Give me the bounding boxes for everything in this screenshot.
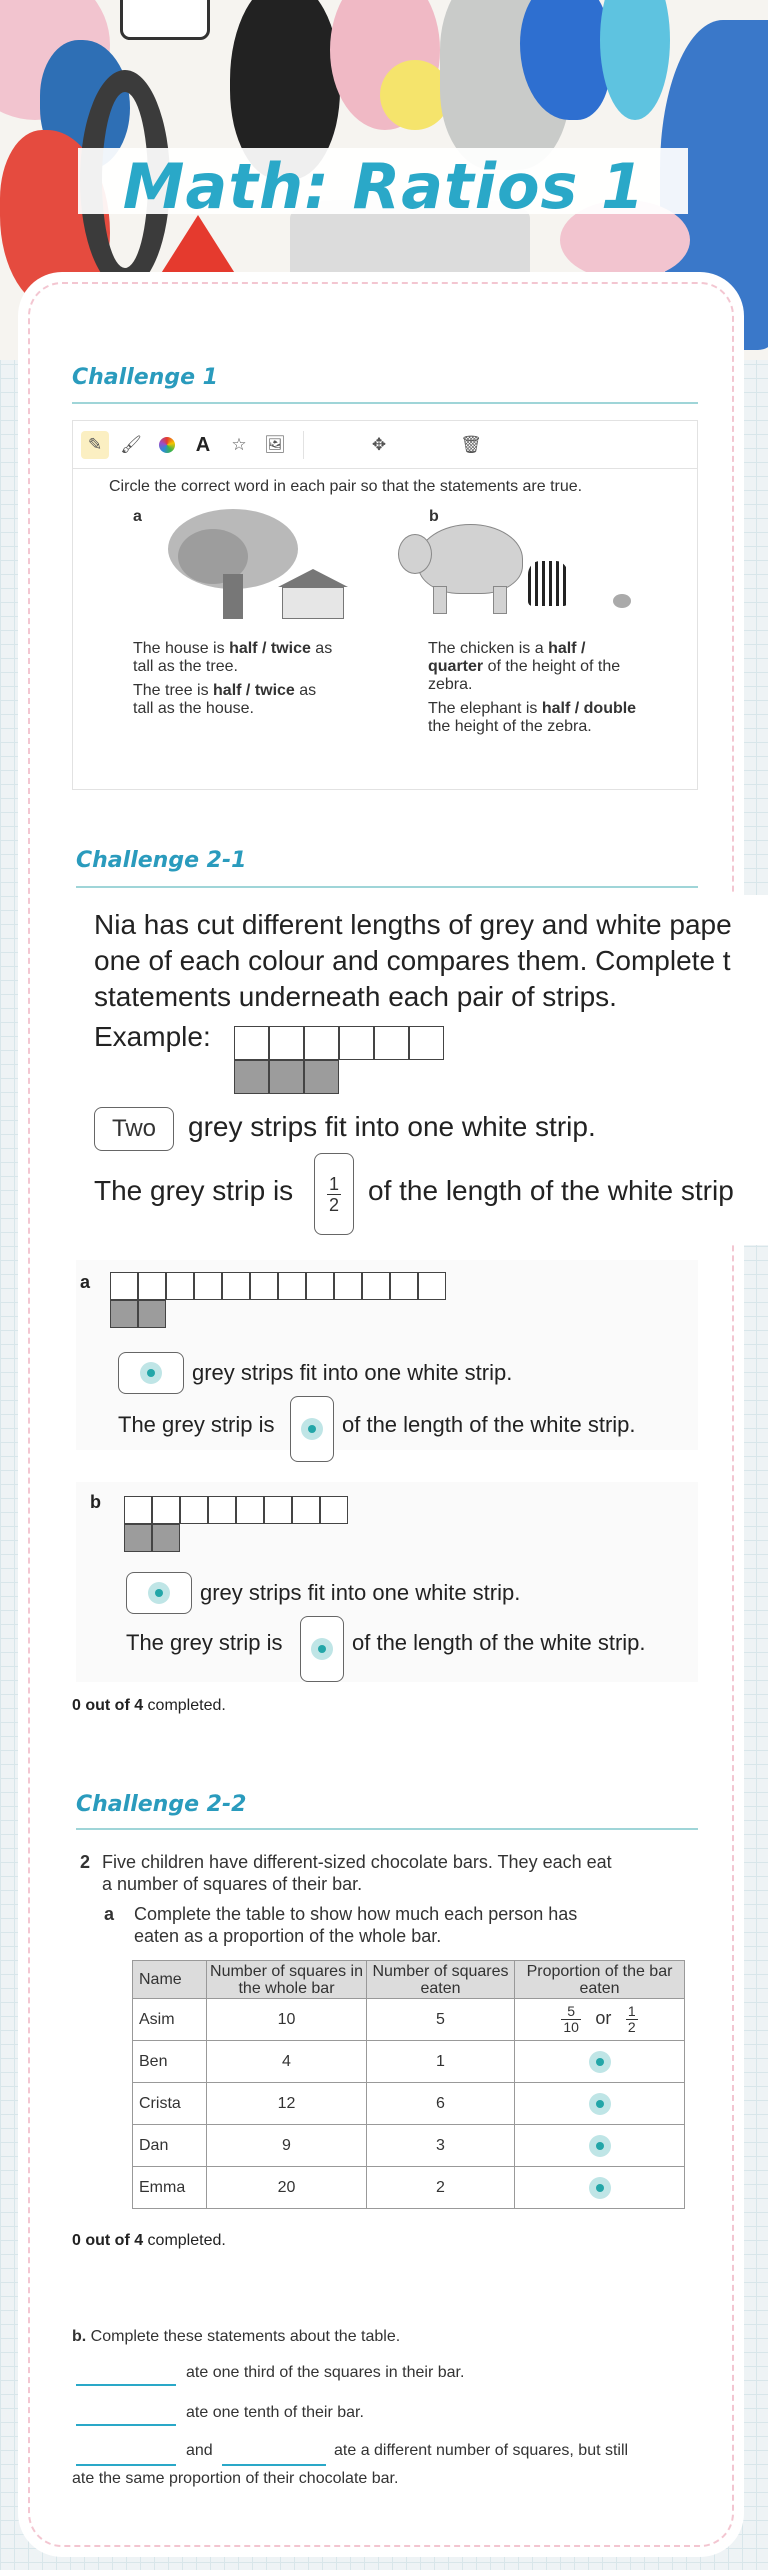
statement-2: ate one tenth of their bar. [186, 2404, 364, 2421]
text-icon[interactable]: A [195, 434, 211, 456]
example-text-2-post: of the length of the white strip [368, 1175, 734, 1206]
q2a-text-1: Complete the table to show how much each person has [134, 1904, 578, 1924]
part-a-label: a [133, 508, 142, 525]
part-a-fraction-input[interactable] [290, 1396, 334, 1462]
part-b-label: b [429, 508, 439, 525]
challenge21-progress: 0 out of 4 completed. [72, 1697, 226, 1714]
name-cell: Ben [133, 2041, 207, 2083]
color-wheel-icon[interactable] [153, 431, 181, 459]
image-icon[interactable]: 🖼 [264, 435, 286, 454]
chocolate-table [132, 1960, 685, 2209]
table-header-row [133, 1961, 685, 1999]
part-a-label: a [80, 1272, 91, 1292]
paint-blob [600, 0, 670, 120]
statement-b1-line3: zebra. [428, 676, 473, 693]
blank-input-4[interactable] [222, 2464, 326, 2466]
proportion-cell [515, 1999, 685, 2041]
challenge21-title: Challenge 2-1 [76, 848, 247, 873]
page-title: Math: Ratios 1 [122, 150, 646, 223]
blank-input-3[interactable] [76, 2464, 176, 2466]
part-a-count-input[interactable] [118, 1352, 184, 1394]
input-dot-icon [589, 2135, 611, 2157]
q2a-text-2: eaten as a proportion of the whole bar. [134, 1926, 442, 1946]
name-cell: Emma [133, 2167, 207, 2209]
input-dot-icon [589, 2177, 611, 2199]
input-dot-icon [140, 1362, 162, 1384]
intro-line-2: one of each colour and compares them. Complete t [94, 945, 731, 976]
fraction: $\frac{1}{2}$ [627, 2003, 636, 2035]
proportion-input[interactable] [515, 2167, 685, 2209]
toolbar-divider [303, 431, 304, 459]
part-b-grey-strip [124, 1524, 180, 1552]
eaten-cell: 1 [367, 2041, 515, 2083]
column-header: Name [133, 1961, 207, 1999]
name-cell: Asim [133, 1999, 207, 2041]
example-panel [76, 895, 768, 1245]
whole-cell: 10 [207, 1999, 367, 2041]
eaten-cell: 6 [367, 2083, 515, 2125]
statement-a2: The tree is half / twice as [133, 682, 317, 699]
input-dot-icon [589, 2051, 611, 2073]
intro-line-3: statements underneath each pair of strips. [94, 981, 617, 1012]
whole-cell: 12 [207, 2083, 367, 2125]
statement-3-line2: ate the same proportion of their chocolate bar. [72, 2470, 399, 2487]
or-label: or [595, 2007, 612, 2028]
fraction: $\frac{5}{10}$ [563, 2003, 579, 2035]
part-b-count-input[interactable] [126, 1572, 192, 1614]
part-a-text-1: grey strips fit into one white strip. [192, 1360, 513, 1385]
blank-input-1[interactable] [76, 2384, 176, 2386]
section-divider [76, 886, 698, 888]
example-text-1: grey strips fit into one white strip. [188, 1111, 596, 1142]
eaten-cell: 5 [367, 1999, 515, 2041]
section-divider [76, 1828, 698, 1830]
statement-a1-line2: tall as the tree. [133, 658, 238, 675]
name-cell: Dan [133, 2125, 207, 2167]
whole-cell: 20 [207, 2167, 367, 2209]
annotation-toolbar [72, 420, 698, 468]
column-header: Number of squares in the whole bar [207, 1961, 367, 1999]
statement-a2-line2: tall as the house. [133, 700, 254, 717]
eaten-cell: 3 [367, 2125, 515, 2167]
q2a-label: a [104, 1904, 115, 1924]
proportion-input[interactable] [515, 2041, 685, 2083]
challenge1-instruction: Circle the correct word in each pair so that the statements are true. [109, 478, 583, 495]
q2-text-1: Five children have different-sized chocolate bars. They each eat [102, 1852, 612, 1872]
name-cell: Crista [133, 2083, 207, 2125]
statement-3-and: and [186, 2442, 213, 2459]
part-b-instruction: b. Complete these statements about the table. [72, 2328, 401, 2345]
part-a-grey-strip [110, 1300, 166, 1328]
proportion-input[interactable] [515, 2125, 685, 2167]
blank-input-2[interactable] [76, 2424, 176, 2426]
part-a-text-2-pre: The grey strip is [118, 1412, 275, 1437]
move-icon[interactable]: ✥ [371, 435, 387, 454]
paint-triangle [160, 215, 236, 275]
pencil-icon[interactable]: ✎ [81, 431, 109, 459]
part-b-white-strip [124, 1496, 348, 1524]
example-fraction: $\frac{1}{2}$ [328, 1173, 339, 1215]
trash-icon[interactable]: 🗑 [460, 435, 482, 454]
example-answer-box: Two [94, 1107, 174, 1151]
example-text-2-pre: The grey strip is [94, 1175, 294, 1206]
table-row [133, 2083, 685, 2125]
color-wheel-swatch [159, 437, 175, 453]
challenge22-title: Challenge 2-2 [76, 1792, 247, 1817]
whole-cell: 4 [207, 2041, 367, 2083]
input-dot-icon [301, 1418, 323, 1440]
column-header: Proportion of the bar eaten [515, 1961, 685, 1999]
table-row [133, 2041, 685, 2083]
paint-stripes [120, 0, 210, 40]
table-row [133, 1999, 685, 2041]
chicken-illustration [613, 594, 631, 608]
statement-1: ate one third of the squares in their bar. [186, 2364, 465, 2381]
challenge22-progress: 0 out of 4 completed. [72, 2232, 226, 2249]
part-a-text-2-post: of the length of the white strip. [342, 1412, 636, 1437]
statement-3: ate a different number of squares, but still [334, 2442, 629, 2459]
eaten-cell: 2 [367, 2167, 515, 2209]
star-icon[interactable]: ☆ [231, 435, 247, 454]
proportion-input[interactable] [515, 2083, 685, 2125]
statement-b1-line2: quarter of the height of the [428, 658, 621, 675]
part-b-label: b [90, 1492, 101, 1512]
example-grey-strip [234, 1060, 339, 1094]
elephant-illustration [398, 524, 528, 614]
q2-number: 2 [80, 1852, 91, 1872]
example-fraction-box [314, 1153, 354, 1235]
input-dot-icon [311, 1638, 333, 1660]
table-row [133, 2125, 685, 2167]
statement-b2-line2: the height of the zebra. [428, 718, 592, 735]
part-b-text-1: grey strips fit into one white strip. [200, 1580, 521, 1605]
statement-b1: The chicken is a half / [428, 640, 586, 657]
q2-text-2: a number of squares of their bar. [102, 1874, 363, 1894]
challenge1-title: Challenge 1 [72, 365, 218, 390]
input-dot-icon [148, 1582, 170, 1604]
intro-line-1: Nia has cut different lengths of grey and white pape [94, 909, 732, 940]
zebra-illustration [528, 561, 568, 606]
column-header: Number of squares eaten [367, 1961, 515, 1999]
part-b-text-2-post: of the length of the white strip. [352, 1630, 646, 1655]
part-b-fraction-input[interactable] [300, 1616, 344, 1682]
house-illustration [278, 569, 348, 619]
section-divider [72, 402, 698, 404]
example-white-strip [234, 1026, 444, 1060]
part-a-white-strip [110, 1272, 446, 1300]
part-b-text-2-pre: The grey strip is [126, 1630, 283, 1655]
input-dot-icon [589, 2093, 611, 2115]
worksheet-image [72, 468, 698, 790]
table-row [133, 2167, 685, 2209]
statement-b2: The elephant is half / double [428, 700, 637, 717]
brush-icon[interactable]: 🖌 [120, 435, 142, 454]
example-label: Example: [94, 1021, 211, 1052]
statement-a1: The house is half / twice as [133, 640, 333, 657]
whole-cell: 9 [207, 2125, 367, 2167]
